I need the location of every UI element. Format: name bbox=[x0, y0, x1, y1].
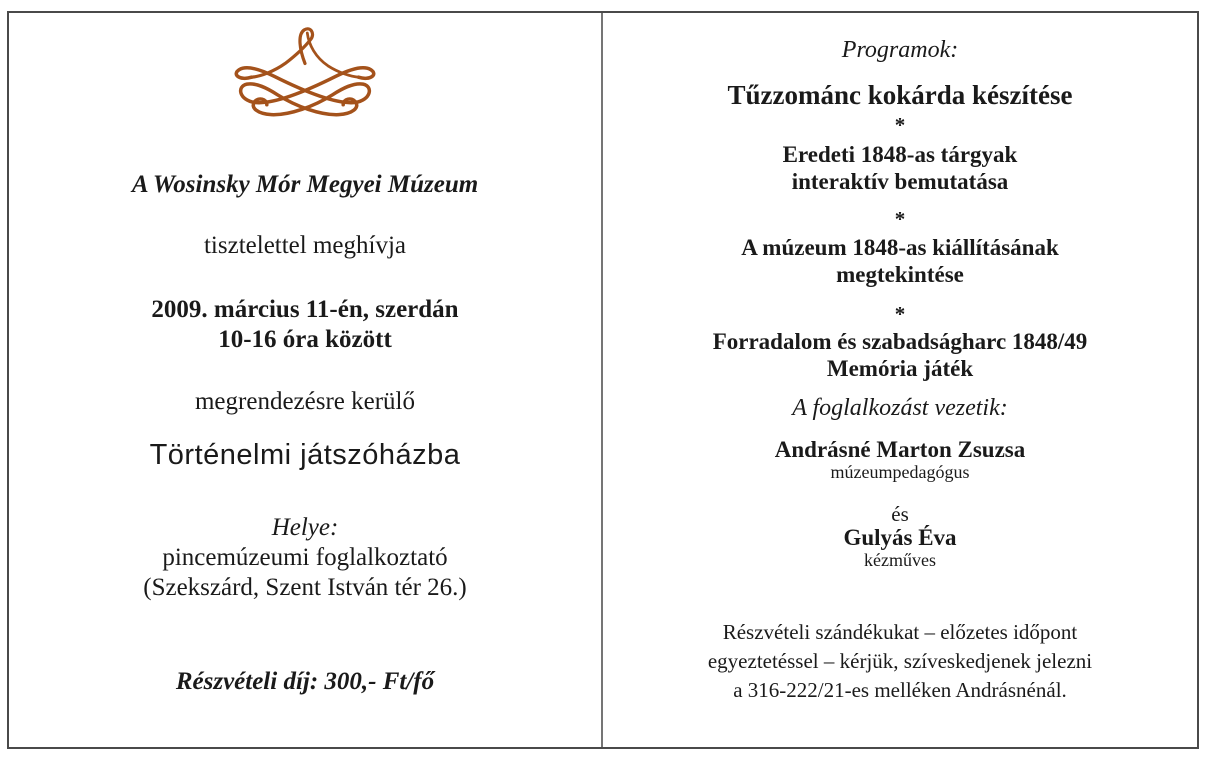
rsvp-note-line2: egyeztetéssel – kérjük, szíveskedjenek jelezni bbox=[707, 649, 1093, 673]
program-4-line1: Forradalom és szabadságharc 1848/49 bbox=[712, 329, 1088, 354]
calligraphic-flourish-icon bbox=[221, 13, 389, 143]
program-1-title: Tűzzománc kokárda készítése bbox=[727, 80, 1073, 110]
program-2-line2: interaktív bemutatása bbox=[791, 169, 1009, 194]
leader-1-name: Andrásné Marton Zsuzsa bbox=[774, 437, 1026, 462]
venue-line1: pincemúzeumi foglalkoztató bbox=[162, 544, 448, 571]
leader-2-role: kézműves bbox=[864, 550, 936, 570]
venue-line2: (Szekszárd, Szent István tér 26.) bbox=[143, 574, 467, 601]
invitation-phrase: tisztelettel meghívja bbox=[203, 232, 406, 259]
program-2-line1: Eredeti 1848-as tárgyak bbox=[782, 142, 1018, 167]
program-4-line2: Memória játék bbox=[826, 356, 974, 381]
program-2 bbox=[603, 141, 1197, 195]
organizer-name: A Wosinsky Mór Megyei Múzeum bbox=[131, 171, 479, 198]
venue bbox=[9, 513, 601, 603]
left-panel bbox=[9, 13, 603, 747]
rsvp-note-line3: a 316-222/21-es melléken Andrásnénál. bbox=[733, 678, 1067, 702]
event-intro: megrendezésre kerülő bbox=[194, 388, 416, 415]
leader-1 bbox=[603, 437, 1197, 482]
leaders-heading: A foglalkozást vezetik: bbox=[792, 395, 1008, 421]
and-word: és bbox=[891, 502, 909, 526]
participation-fee: Részvételi díj: 300,- Ft/fő bbox=[175, 668, 435, 695]
event-name: Történelmi játszóházba bbox=[149, 439, 461, 471]
event-date bbox=[9, 295, 601, 355]
venue-label: Helye: bbox=[271, 514, 339, 541]
separator-star-3: * bbox=[894, 302, 906, 326]
program-3-line2: megtekintése bbox=[836, 262, 964, 287]
separator-star-1: * bbox=[894, 113, 906, 137]
rsvp-note bbox=[603, 618, 1197, 705]
right-panel bbox=[603, 13, 1197, 747]
program-4 bbox=[603, 328, 1197, 382]
invitation-border-frame bbox=[7, 11, 1199, 749]
leader-2-name: Gulyás Éva bbox=[843, 525, 957, 550]
programs-heading: Programok: bbox=[841, 37, 959, 63]
separator-star-2: * bbox=[894, 207, 906, 231]
event-date-line2: 10-16 óra között bbox=[218, 326, 392, 353]
program-3 bbox=[603, 234, 1197, 288]
event-date-line1: 2009. március 11-én, szerdán bbox=[151, 296, 459, 323]
rsvp-note-line1: Részvételi szándékukat – előzetes időpont bbox=[722, 620, 1078, 644]
leader-1-role: múzeumpedagógus bbox=[830, 462, 970, 482]
program-3-line1: A múzeum 1848-as kiállításának bbox=[741, 235, 1059, 260]
leader-2 bbox=[603, 525, 1197, 570]
